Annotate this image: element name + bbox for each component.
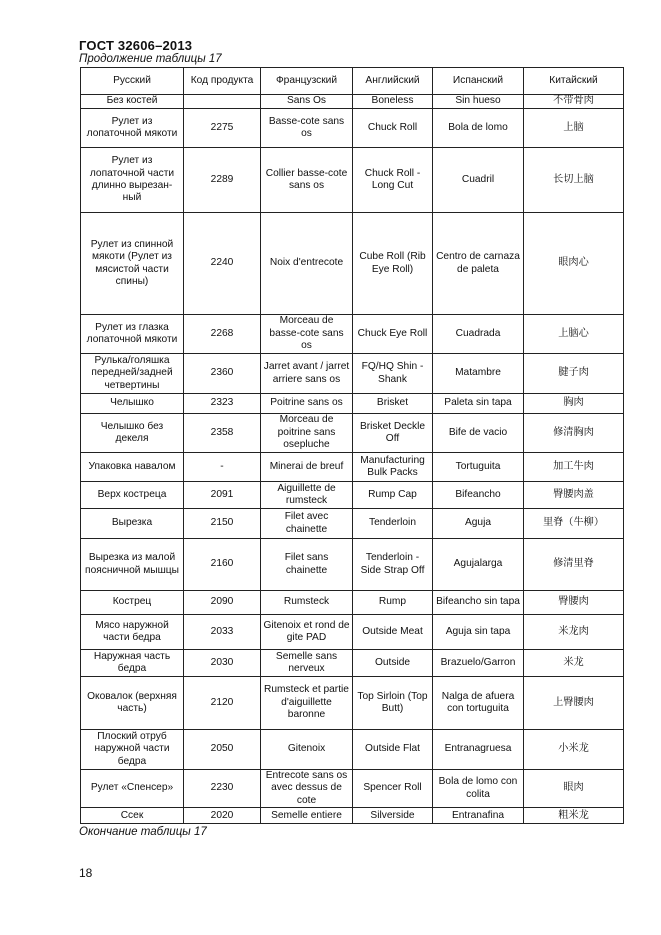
cell-chinese: 米龙肉 (524, 615, 624, 650)
cell-english: Chuck Eye Roll (353, 315, 433, 354)
cell-chinese: 长切上脑 (524, 148, 624, 213)
table-row (81, 354, 624, 394)
cell-french: Gitenoix (261, 730, 353, 770)
cell-spanish: Cuadril (433, 148, 524, 213)
cell-code: 2050 (184, 730, 261, 770)
cell-code: 2120 (184, 677, 261, 730)
cell-spanish: Agujalarga (433, 539, 524, 591)
header-english: Английский (353, 68, 433, 95)
cell-french: Poitrine sans os (261, 394, 353, 414)
cell-russian: Рулет из спинной мякоти (Рулет из мясистой части спины) (81, 213, 184, 315)
cell-code: 2091 (184, 482, 261, 509)
cell-russian: Вырезка (81, 509, 184, 539)
table-row (81, 539, 624, 591)
cell-spanish: Aguja sin tapa (433, 615, 524, 650)
cell-spanish: Bifeancho (433, 482, 524, 509)
cell-english: Tenderloin (353, 509, 433, 539)
cell-code: 2323 (184, 394, 261, 414)
table-row (81, 615, 624, 650)
cell-english: Cube Roll (Rib Eye Roll) (353, 213, 433, 315)
cell-spanish: Sin hueso (433, 95, 524, 109)
cell-english: Silverside (353, 808, 433, 824)
cell-french: Semelle sans nerveux (261, 650, 353, 677)
cell-russian: Наружная часть бедра (81, 650, 184, 677)
cell-chinese: 上脑 (524, 109, 624, 148)
cell-spanish: Tortuguita (433, 453, 524, 482)
cell-spanish: Bola de lomo con colita (433, 770, 524, 808)
cell-chinese: 上臀腰肉 (524, 677, 624, 730)
cell-french: Jarret avant / jarret arriere sans os (261, 354, 353, 394)
cell-spanish: Entranagruesa (433, 730, 524, 770)
cell-code: 2033 (184, 615, 261, 650)
cell-russian: Мясо наружной части бедра (81, 615, 184, 650)
cell-code (184, 95, 261, 109)
cell-russian: Верх кострецa (81, 482, 184, 509)
cell-english: Boneless (353, 95, 433, 109)
cell-spanish: Cuadrada (433, 315, 524, 354)
table-continuation-caption: Продолжение таблицы 17 (79, 53, 222, 65)
cell-spanish: Aguja (433, 509, 524, 539)
cell-russian: Рулет из глазка лопаточной мякоти (81, 315, 184, 354)
table-row (81, 213, 624, 315)
cell-russian: Кострец (81, 591, 184, 615)
table-row (81, 394, 624, 414)
cell-english: FQ/HQ Shin - Shank (353, 354, 433, 394)
translation-table (80, 67, 624, 824)
document-title: ГОСТ 32606–2013 (79, 38, 193, 53)
cell-russian: Ссек (81, 808, 184, 824)
table-row (81, 148, 624, 213)
cell-code: 2268 (184, 315, 261, 354)
cell-chinese: 米龙 (524, 650, 624, 677)
cell-russian: Челышко (81, 394, 184, 414)
cell-russian: Рулет из лопаточной части длинно вырезан- ный (81, 148, 184, 213)
header-spanish: Испанский (433, 68, 524, 95)
cell-english: Outside Flat (353, 730, 433, 770)
cell-french: Sans Os (261, 95, 353, 109)
cell-code: 2230 (184, 770, 261, 808)
table-row (81, 315, 624, 354)
cell-spanish: Centro de carnaza de paleta (433, 213, 524, 315)
cell-code: 2150 (184, 509, 261, 539)
cell-code: 2360 (184, 354, 261, 394)
cell-russian: Рулет из лопаточной мякоти (81, 109, 184, 148)
cell-chinese: 胸肉 (524, 394, 624, 414)
cell-english: Rump (353, 591, 433, 615)
table-row (81, 730, 624, 770)
table-row (81, 482, 624, 509)
cell-russian: Челышко без декеля (81, 414, 184, 453)
cell-english: Chuck Roll - Long Cut (353, 148, 433, 213)
header-chinese: Китайский (524, 68, 624, 95)
table-ending-caption: Окончание таблицы 17 (79, 826, 207, 838)
table-header-row (81, 68, 624, 95)
cell-chinese: 眼肉心 (524, 213, 624, 315)
cell-spanish: Brazuelo/Garron (433, 650, 524, 677)
table-row (81, 414, 624, 453)
cell-russian: Без костей (81, 95, 184, 109)
cell-french: Filet avec chainette (261, 509, 353, 539)
cell-chinese: 臀腰肉盖 (524, 482, 624, 509)
cell-english: Spencer Roll (353, 770, 433, 808)
cell-english: Tenderloin - Side Strap Off (353, 539, 433, 591)
table-row (81, 770, 624, 808)
cell-french: Morceau de basse-cote sans os (261, 315, 353, 354)
cell-french: Aiguillette de rumsteck (261, 482, 353, 509)
cell-chinese: 眼肉 (524, 770, 624, 808)
table-row (81, 453, 624, 482)
header-french: Французский (261, 68, 353, 95)
table-row (81, 509, 624, 539)
page-number: 18 (79, 866, 93, 880)
cell-english: Brisket (353, 394, 433, 414)
cell-french: Noix d'entrecote (261, 213, 353, 315)
table-row (81, 109, 624, 148)
cell-french: Filet sans chainette (261, 539, 353, 591)
cell-chinese: 里脊（牛柳） (524, 509, 624, 539)
cell-english: Outside (353, 650, 433, 677)
cell-spanish: Matambre (433, 354, 524, 394)
cell-chinese: 粗米龙 (524, 808, 624, 824)
cell-russian: Оковалок (верхняя часть) (81, 677, 184, 730)
cell-code: 2020 (184, 808, 261, 824)
cell-code: 2030 (184, 650, 261, 677)
cell-russian: Рулька/голяшка передней/задней четвертины (81, 354, 184, 394)
cell-code: 2358 (184, 414, 261, 453)
cell-english: Manufacturing Bulk Packs (353, 453, 433, 482)
cell-english: Brisket Deckle Off (353, 414, 433, 453)
cell-french: Rumsteck et partie d'aiguillette baronne (261, 677, 353, 730)
cell-code: 2289 (184, 148, 261, 213)
cell-chinese: 加工牛肉 (524, 453, 624, 482)
cell-spanish: Bifeancho sin tapa (433, 591, 524, 615)
cell-russian: Плоский отруб наружной части бедра (81, 730, 184, 770)
cell-french: Morceau de poitrine sans osepluche (261, 414, 353, 453)
header-product-code: Код продукта (184, 68, 261, 95)
cell-code: 2240 (184, 213, 261, 315)
cell-french: Gitenoix et rond de gite PAD (261, 615, 353, 650)
cell-french: Rumsteck (261, 591, 353, 615)
cell-code: 2160 (184, 539, 261, 591)
table-row (81, 677, 624, 730)
cell-russian: Рулет «Спенсер» (81, 770, 184, 808)
cell-spanish: Entranafina (433, 808, 524, 824)
cell-english: Chuck Roll (353, 109, 433, 148)
cell-french: Semelle entiere (261, 808, 353, 824)
cell-code: 2275 (184, 109, 261, 148)
table-row (81, 808, 624, 824)
cell-chinese: 不带骨肉 (524, 95, 624, 109)
cell-french: Basse-cote sans os (261, 109, 353, 148)
cell-french: Entrecote sans os avec dessus de cote (261, 770, 353, 808)
cell-chinese: 上脑心 (524, 315, 624, 354)
cell-english: Top Sirloin (Top Butt) (353, 677, 433, 730)
cell-spanish: Paleta sin tapa (433, 394, 524, 414)
cell-chinese: 腱子肉 (524, 354, 624, 394)
cell-chinese: 修清里脊 (524, 539, 624, 591)
cell-chinese: 小米龙 (524, 730, 624, 770)
cell-english: Outside Meat (353, 615, 433, 650)
cell-russian: Упаковка навалом (81, 453, 184, 482)
table-row (81, 650, 624, 677)
table-row (81, 591, 624, 615)
cell-russian: Вырезка из малой поясничной мышцы (81, 539, 184, 591)
table-row (81, 95, 624, 109)
cell-french: Minerai de breuf (261, 453, 353, 482)
cell-code: 2090 (184, 591, 261, 615)
cell-chinese: 修清胸肉 (524, 414, 624, 453)
cell-french: Collier basse-cote sans os (261, 148, 353, 213)
cell-spanish: Bife de vacio (433, 414, 524, 453)
cell-chinese: 臀腰肉 (524, 591, 624, 615)
cell-spanish: Nalga de afuera con tortuguita (433, 677, 524, 730)
cell-spanish: Bola de lomo (433, 109, 524, 148)
cell-english: Rump Cap (353, 482, 433, 509)
cell-code: - (184, 453, 261, 482)
header-russian: Русский (81, 68, 184, 95)
